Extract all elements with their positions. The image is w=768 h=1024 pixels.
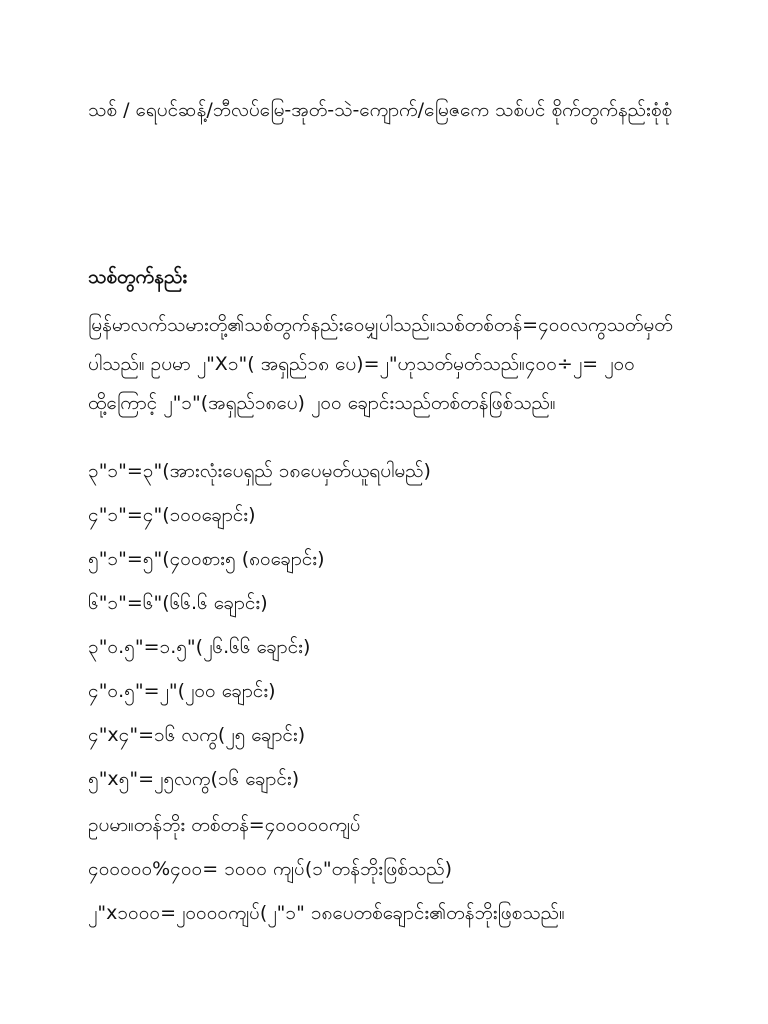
document-title: သစ် / ရေပင်ဆန့်/ဘီလပ်မြေ-အုတ်-သဲ-ကျောက်/မြေဇကေ သစ်ပင် စိုက်တွက်နည်းစုံစုံ — [88, 99, 673, 121]
calc-line: ၂"x၁၀၀၀=၂၀၀၀၀ကျပ်(၂"၁" ၁၈ပေတစ်ချောင်း၏တန်ဘိုးဖြစသည်။ — [88, 902, 565, 924]
calc-line: ၄"၀.၅"=၂"(၂၀၀ ချောင်း) — [88, 680, 276, 702]
calc-line: ၄"၁"=၄"(၁၀၀ချောင်း) — [88, 504, 256, 526]
calc-line: ၅"x၅"=၂၅လကွ(၁၆ ချောင်း) — [88, 768, 300, 790]
section-heading: သစ်တွက်နည်း — [88, 266, 188, 288]
calc-line: ၃"၀.၅"=၁.၅"(၂၆.၆၆ ချောင်း) — [88, 636, 311, 658]
calc-line: ၄၀၀၀၀၀%၄၀၀= ၁၀၀၀ ကျပ်(၁"တန်ဘိုးဖြစ်သည်) — [88, 858, 453, 880]
calc-line: ဥပမာ။တန်ဘိုး တစ်တန်=၄၀၀၀၀၀ကျပ် — [88, 814, 361, 836]
intro-paragraph: မြန်မာလက်သမားတို့၏သစ်တွက်နည်းဝေမျှပါသည်။သစ်တစ်တန်=၄၀၀လကွသတ်မှတ်ပါသည်။ ဥပမာ ၂"X၁"( အရှည်၁၈ ပေ)=၂"ဟုသတ်မှတ်သည်။၄၀၀÷၂= ၂၀၀ ထို့ကြောင့် ၂"၁"(အရှည်၁၈ပေ) ၂၀၀ ချောင်းသည်တစ်တန်ဖြစ်သည်။ — [88, 314, 673, 414]
calc-line: ၃"၁"=၃"(အားလုံးပေရှည် ၁၈ပေမှတ်ယူရပါမည်) — [88, 460, 431, 482]
calc-line: ၅"၁"=၅"(၄၀၀စား၅ (၈၀ချောင်း) — [88, 548, 325, 570]
calc-line: ၆"၁"=၆"(၆၆.၆ ချောင်း) — [88, 592, 268, 614]
calc-line: ၄"x၄"=၁၆ လကွ(၂၅ ချောင်း) — [88, 724, 306, 746]
